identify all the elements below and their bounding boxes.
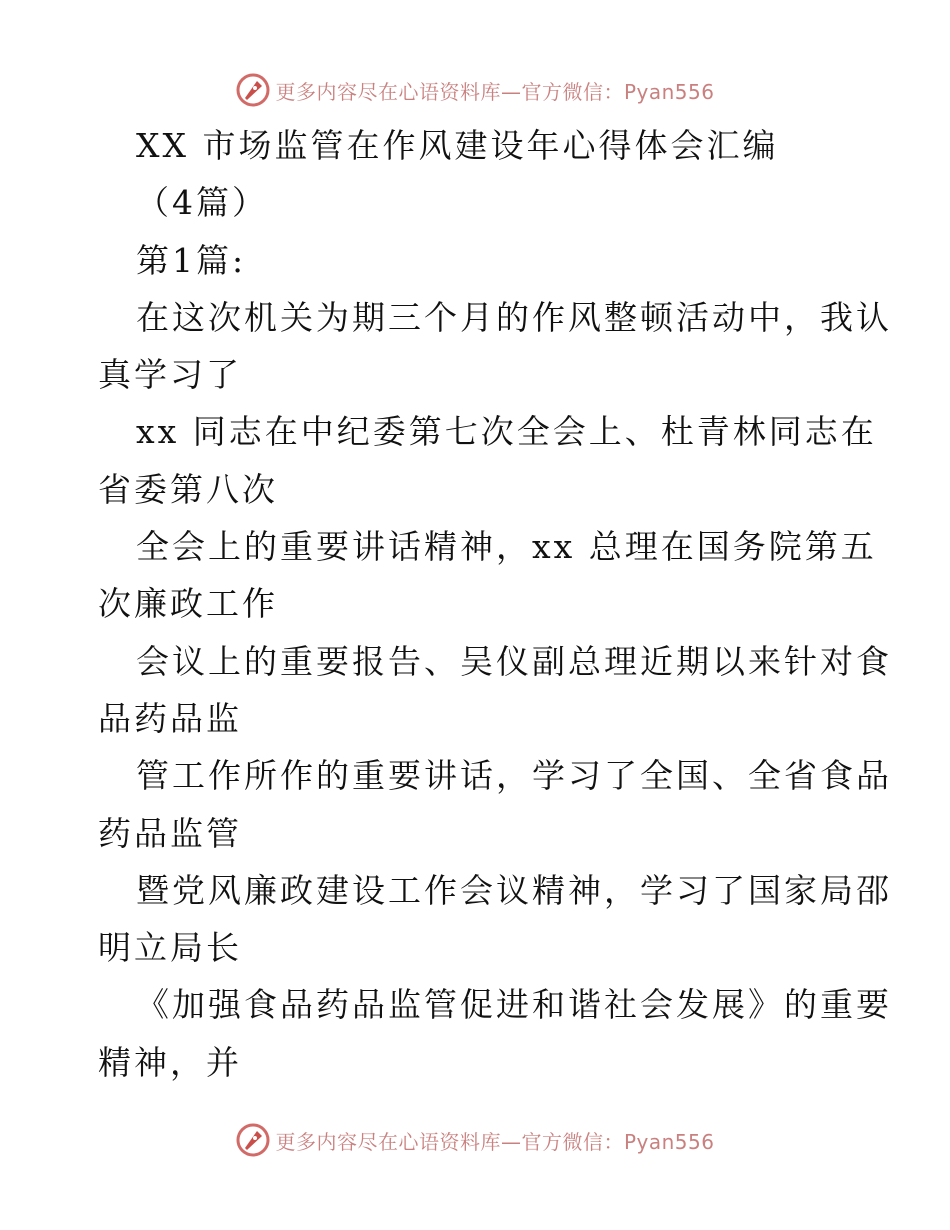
document-subtitle: （4篇）: [136, 183, 268, 223]
section-heading: 第1篇:: [136, 240, 247, 280]
paragraph-line: 会议上的重要报告、吴仪副总理近期以来针对食: [136, 641, 892, 681]
paragraph-line: 省委第八次: [98, 469, 278, 509]
pen-nib-logo-icon: [235, 1122, 271, 1158]
header-banner-text: 更多内容尽在心语资料库—官方微信：Pyan556: [275, 79, 715, 104]
paragraph-line: 品药品监: [98, 698, 242, 738]
pen-nib-logo-icon: [235, 72, 271, 108]
paragraph-line: 管工作所作的重要讲话，学习了全国、全省食品: [136, 756, 892, 796]
header-banner: [0, 70, 950, 110]
paragraph-line: 在这次机关为期三个月的作风整顿活动中，我认: [136, 297, 892, 337]
paragraph-line: 《加强食品药品监管促进和谐社会发展》的重要: [136, 985, 892, 1025]
paragraph-line: 暨党风廉政建设工作会议精神，学习了国家局邵: [136, 870, 892, 910]
paragraph-line: 明立局长: [98, 928, 242, 968]
paragraph-line: 真学习了: [98, 355, 242, 395]
footer-banner: [0, 1120, 950, 1160]
document-body: [98, 117, 892, 1091]
paragraph-line: 药品监管: [98, 813, 242, 853]
paragraph-line: 全会上的重要讲话精神，xx 总理在国务院第五: [136, 527, 877, 567]
document-title: XX 市场监管在作风建设年心得体会汇编: [136, 126, 779, 165]
paragraph-line: 次廉政工作: [98, 584, 278, 624]
footer-banner-text: 更多内容尽在心语资料库—官方微信：Pyan556: [275, 1129, 715, 1154]
paragraph-line: 精神，并: [98, 1042, 242, 1082]
paragraph-line: xx 同志在中纪委第七次全会上、杜青林同志在: [136, 412, 877, 452]
